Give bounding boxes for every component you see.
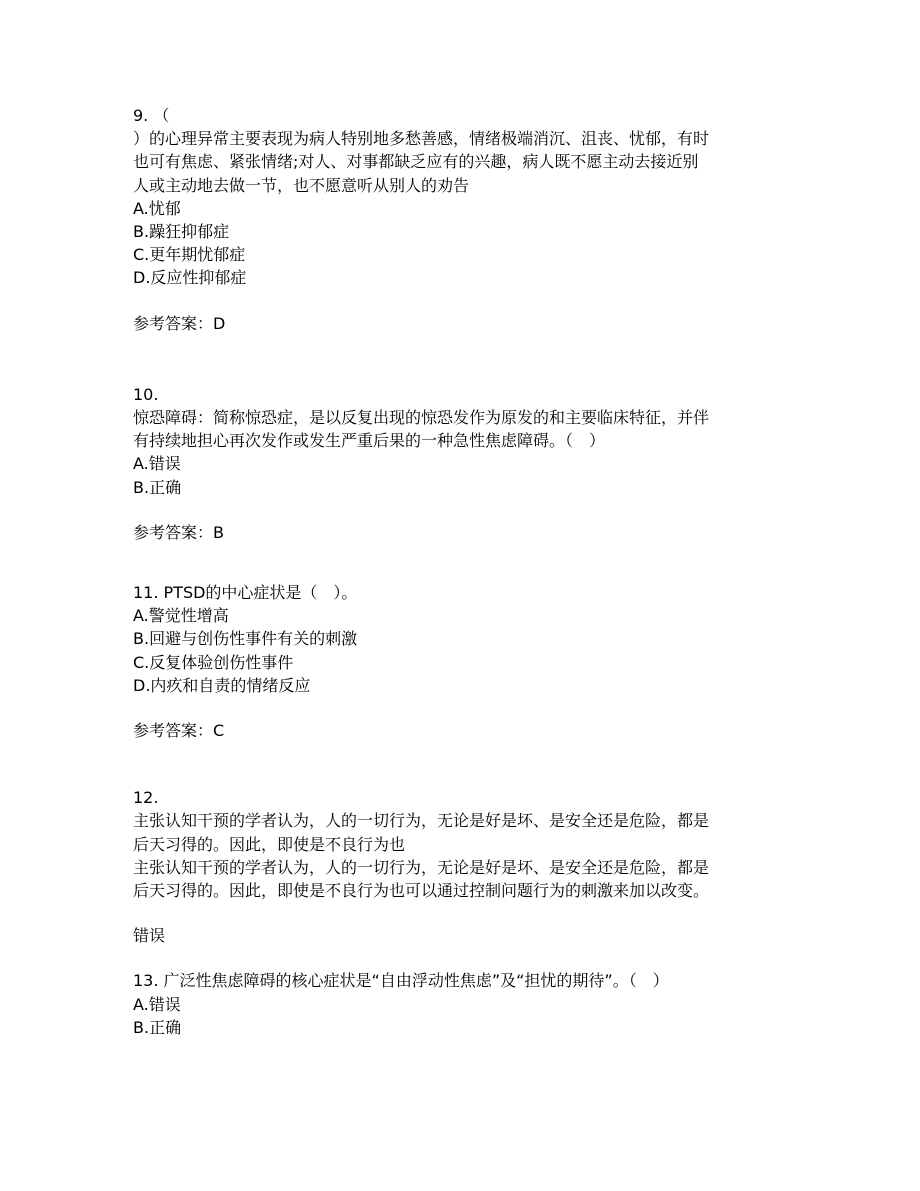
option-c: C.更年期忧郁症 [133, 245, 246, 265]
question-number: 12. [133, 788, 159, 808]
question-10 [133, 383, 792, 544]
question-12 [133, 786, 792, 947]
question-stem-line: 后天习得的。因此，即使是不良行为也 [133, 834, 406, 854]
option-c: C.反复体验创伤性事件 [133, 652, 294, 672]
option-b: B.躁狂抑郁症 [133, 222, 230, 242]
reference-answer: 参考答案：D [133, 313, 226, 333]
question-13 [133, 969, 792, 1039]
option-b: B.正确 [133, 1017, 182, 1037]
reference-answer: 参考答案：C [133, 721, 225, 741]
option-b: B.回避与创伤性事件有关的刺激 [133, 629, 358, 649]
option-a: A.错误 [133, 994, 181, 1014]
question-stem-line: 有持续地担心再次发作或发生严重后果的一种急性焦虑障碍。（ ） [133, 431, 606, 451]
question-11 [133, 581, 792, 742]
option-d: D.内疚和自责的情绪反应 [133, 675, 311, 695]
question-stem-line: ）的心理异常主要表现为病人特别地多愁善感，情绪极端消沉、沮丧、忧郁，有时 [133, 129, 710, 149]
option-b: B.正确 [133, 477, 182, 497]
option-a: A.警觉性增高 [133, 606, 229, 626]
question-stem-line: 主张认知干预的学者认为，人的一切行为，无论是好是坏、是安全还是危险，都是 [133, 811, 710, 831]
option-a: A.忧郁 [133, 198, 181, 218]
question-stem-line: 人或主动地去做一节，也不愿意听从别人的劝告 [133, 175, 470, 195]
question-stem-line: 惊恐障碍：简称惊恐症，是以反复出现的惊恐发作为原发的和主要临床特征，并伴 [133, 408, 710, 428]
option-d: D.反应性抑郁症 [133, 268, 247, 288]
question-stem-line: 后天习得的。因此，即使是不良行为也可以通过控制问题行为的刺激来加以改变。 [133, 881, 710, 901]
option-a: A.错误 [133, 454, 181, 474]
question-stem: 11. PTSD的中心症状是（ ）。 [133, 583, 358, 603]
reference-answer: 参考答案：B [133, 522, 224, 542]
question-stem-line: 主张认知干预的学者认为，人的一切行为，无论是好是坏、是安全还是危险，都是 [133, 857, 710, 877]
question-number: 10. [133, 384, 159, 404]
question-stem-line: 也可有焦虑、紧张情绪;对人、对事都缺乏应有的兴趣，病人既不愿主动去接近别 [133, 152, 699, 172]
question-number: 9. （ [133, 106, 170, 125]
question-9 [133, 104, 792, 335]
reference-answer: 错误 [133, 926, 166, 946]
question-stem: 13. 广泛性焦虑障碍的核心症状是“自由浮动性焦虑”及“担忧的期待”。（ ） [133, 971, 669, 991]
